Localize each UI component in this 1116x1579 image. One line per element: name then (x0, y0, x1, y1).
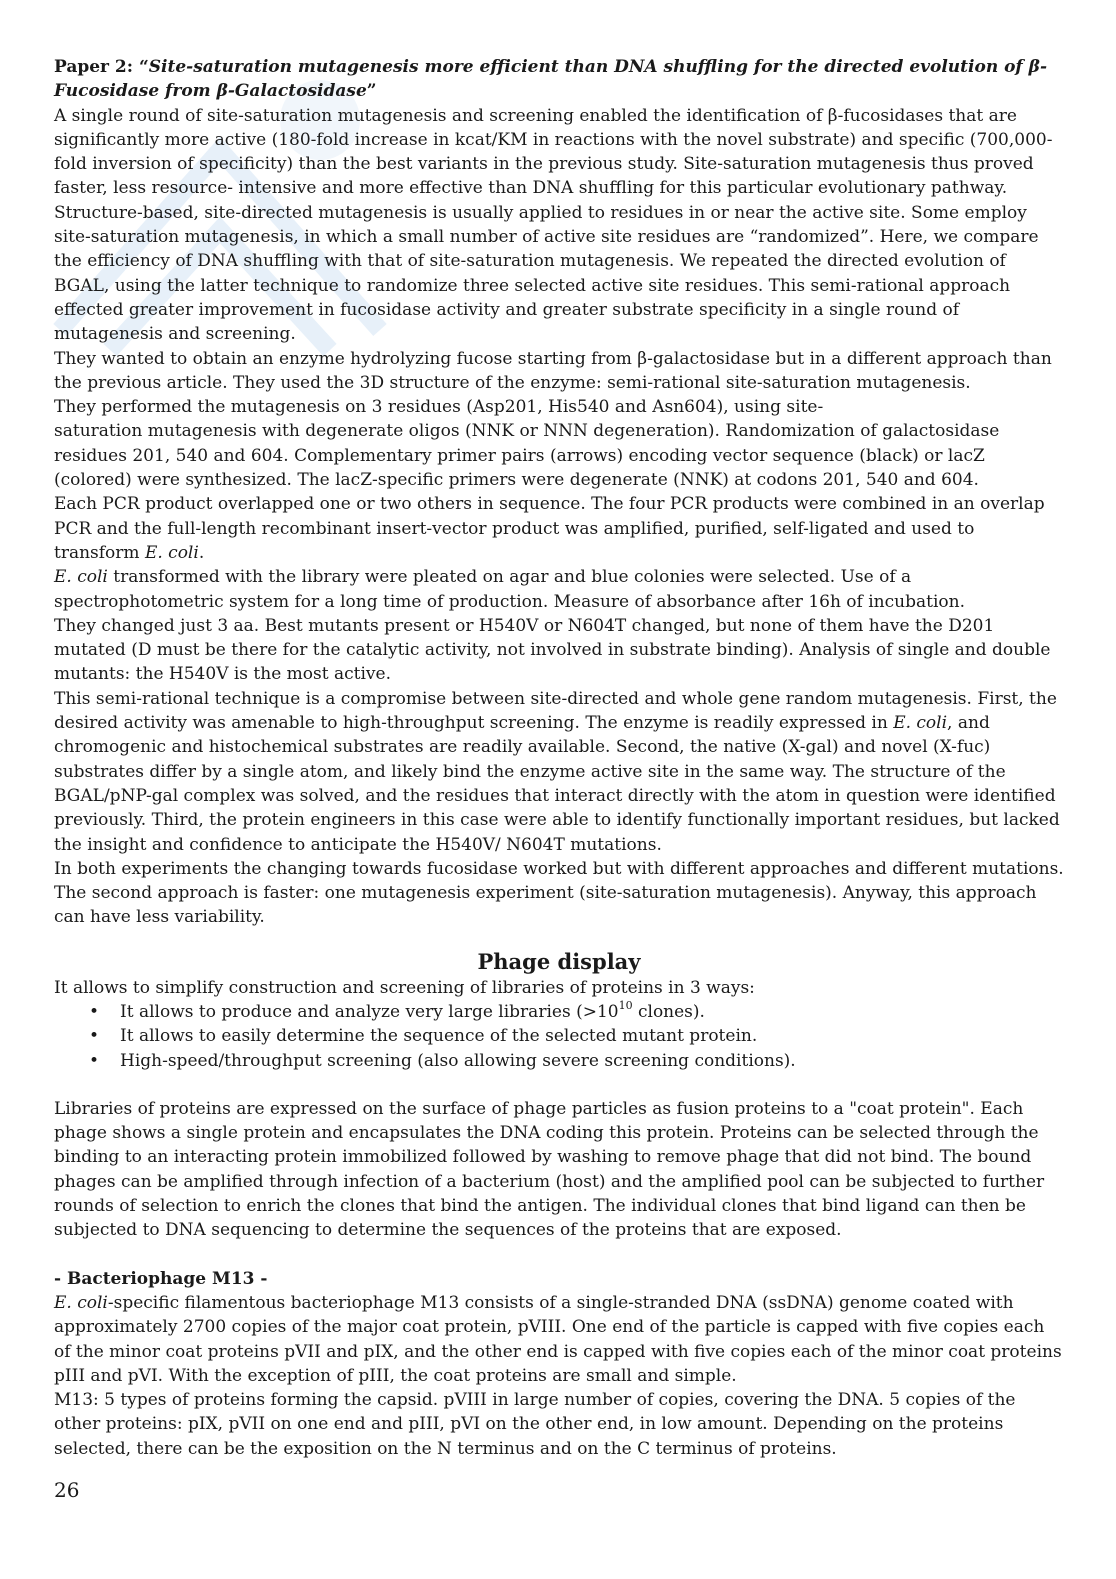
paper2-title: Paper 2: “Site-saturation mutagenesis more efficient than DNA shuffling for the directed evolution of β-Fucosidase from β-Galactosidase” (54, 57, 1048, 102)
m13-paragraph-structure: E. coli-specific filamentous bacteriophage M13 consists of a single-stranded DNA (ssDNA) genome coated with approximately 2700 copies of the major coat protein, pVIII. One end of the particle is capped with five copies each of the minor coat proteins pVII and pIX, and the other end is capped with five copies each of the minor coat proteins pIII and pVI. With the exception of pIII, the coat proteins are small and simple. (54, 1292, 1062, 1386)
m13-heading: - Bacteriophage M13 - (54, 1268, 268, 1289)
paper2-paragraph-abstract: A single round of site-saturation mutagenesis and screening enabled the identification of β-fucosidases that are significantly more active (180-fold increase in kcat/KM in reactions with the novel substrate) and specific (700,000-fold inversion of specificity) than the best variants in the previous study. Site-saturation mutagenesis thus proved faster, less resource- intensive and more effective than DNA shuffling for this particular evolutionary pathway. Structure-based, site-directed mutagenesis is usually applied to residues in or near the active site. Some employ site-saturation mutagenesis, in which a small number of active site residues are “randomized”. Here, we compare the efficiency of DNA shuffling with that of site-saturation mutagenesis. We repeated the directed evolution of BGAL, using the latter technique to randomize three selected active site residues. This semi-rational approach effected greater improvement in fucosidase activity and greater substrate specificity in a single round of mutagenesis and screening. (54, 105, 1053, 345)
paper2-paragraph-degenerate: saturation mutagenesis with degenerate oligos (NNK or NNN degeneration). Randomization of galactosidase residues 201, 540 and 604. Complementary primer pairs (arrows) encoding vector sequence (black) or lacZ (colored) were synthesized. The lacZ-specific primers were degenerate (NNK) at codons 201, 540 and 604. (54, 421, 1000, 491)
phage-advantages-list (54, 1000, 1064, 1073)
page-number: 26 (54, 1478, 80, 1502)
list-item: • High-speed/throughput screening (also allowing severe screening conditions). (120, 1049, 1064, 1073)
paper2-paragraph-pcr: Each PCR product overlapped one or two others in sequence. The four PCR products were combined in an overlap PCR and the full-length recombinant insert-vector product was amplified, purified, self-ligated and used to transform E. coli. (54, 494, 1045, 563)
phage-intro: It allows to simplify construction and screening of libraries of proteins in 3 ways: (54, 977, 755, 998)
paper2-paragraph-screening: E. coli transformed with the library were pleated on agar and blue colonies were selected. Use of a spectrophotometric system for a long time of production. Measure of absorbance after 16h of incubation. (54, 567, 965, 612)
page-content (54, 55, 1064, 1461)
paper2-paragraph-mutants: They changed just 3 aa. Best mutants present or H540V or N604T changed, but none of them have the D201 mutated (D must be there for the catalytic activity, not involved in substrate binding). Analysis of single and double mutants: the H540V is the most active. (54, 615, 1051, 685)
spacer (54, 1073, 1064, 1097)
paper2-paragraph-residues: They performed the mutagenesis on 3 residues (Asp201, His540 and Asn604), using site- (54, 397, 824, 418)
paper2-paragraph-conclusion: In both experiments the changing towards fucosidase worked but with different approaches and different mutations. The second approach is faster: one mutagenesis experiment (site-saturation mutagenesis). Anyway, this approach can have less variability. (54, 858, 1064, 928)
phage-libraries-paragraph: Libraries of proteins are expressed on the surface of phage particles as fusion proteins to a "coat protein". Each phage shows a single protein and encapsulates the DNA coding this protein. Proteins can be selected through the binding to an interacting protein immobilized followed by washing to remove phage that did not bind. The bound phages can be amplified through infection of a bacterium (host) and the amplified pool can be subjected to further rounds of selection to enrich the clones that bind the antigen. The individual clones that bind ligand can then be subjected to DNA sequencing to determine the sequences of the proteins that are exposed. (54, 1098, 1045, 1241)
paper2-paragraph-goal: They wanted to obtain an enzyme hydrolyzing fucose starting from β-galactosidase but in a different approach than the previous article. They used the 3D structure of the enzyme: semi-rational site-saturation mutagenesis. (54, 348, 1052, 393)
list-item: • It allows to produce and analyze very large libraries ($>10^{10}$ clones). (120, 1000, 1064, 1024)
phage-display-heading: Phage display (477, 948, 641, 974)
list-item: • It allows to easily determine the sequence of the selected mutant protein. (120, 1024, 1064, 1048)
m13-paragraph-summary: M13: 5 types of proteins forming the capsid. pVIII in large number of copies, covering the DNA. 5 copies of the other proteins: pIX, pVII on one end and pIII, pVI on the other end, in low amount. Depending on the proteins selected, there can be the exposition on the N terminus and on the C terminus of proteins. (54, 1390, 1016, 1459)
paper2-paragraph-semi-rational: This semi-rational technique is a compromise between site-directed and whole gene random mutagenesis. First, the desired activity was amenable to high-throughput screening. The enzyme is readily expressed in E. coli, and chromogenic and histochemical substrates are readily available. Second, the native (X-gal) and novel (X-fuc) substrates differ by a single atom, and likely bind the enzyme active site in the same way. The structure of the BGAL/pNP-gal complex was solved, and the residues that interact directly with the atom in question were identified previously. Third, the protein engineers in this case were able to identify functionally important residues, but lacked the insight and confidence to anticipate the H540V/ N604T mutations. (54, 688, 1060, 855)
